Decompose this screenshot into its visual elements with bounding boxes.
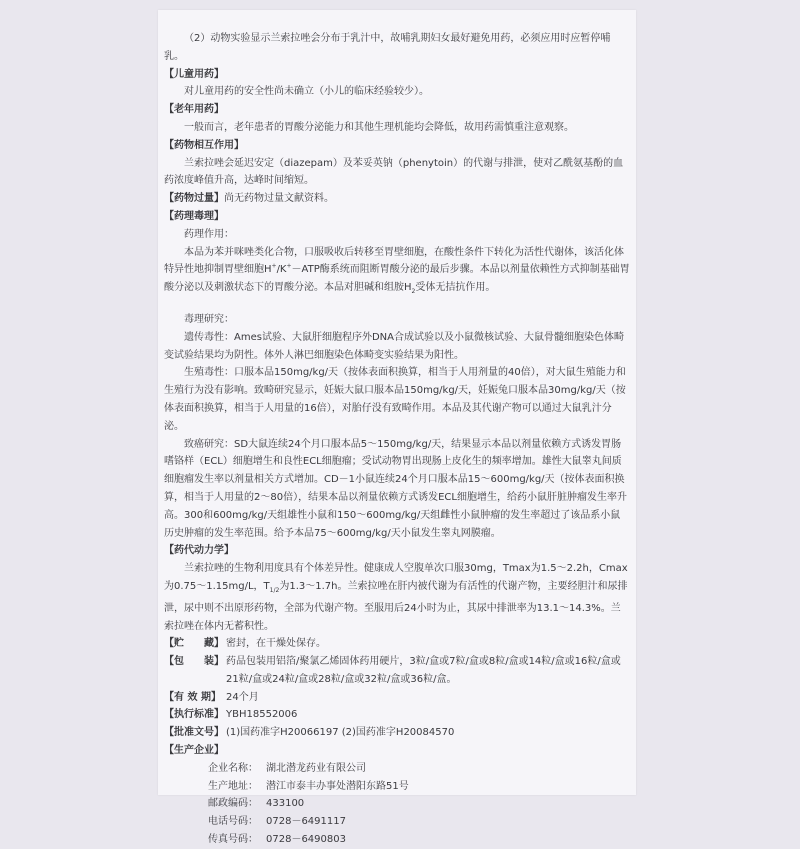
pharmacology-text	[164, 244, 630, 301]
approval-text: (1)国药准字H20066197 (2)国药准字H20084570	[226, 727, 455, 739]
packaging-row	[164, 653, 630, 689]
elderly-heading: 【老年用药】	[164, 104, 224, 116]
pharmacology-text-b: －ATP酶系统而阻断胃酸分泌的最后步骤。本品以剂量依赖性方式抑制基础胃酸分泌以及刺激状态下的胃酸分泌。本品对胆碱和组胺H	[164, 264, 630, 294]
manufacturer-value: 0728－6490803	[266, 834, 346, 846]
manufacturer-value: 潜江市泰丰办事处潜阳东路51号	[266, 780, 409, 792]
pk-heading: 【药代动力学】	[164, 545, 234, 557]
manufacturer-heading: 【生产企业】	[164, 745, 224, 757]
carcinogenicity-text: 致癌研究：SD大鼠连续24个月口服本品5～150mg/kg/天，结果显示本品以剂量依赖方式诱发胃肠嗜铬样（ECL）细胞增生和良性ECL细胞瘤；受试动物胃出现肠上皮化生的频率增加。雄性大鼠睾丸间质细胞瘤发生率以剂量相关方式增加。CD－1小鼠连续24个月口服本品15～600mg/kg/天（按体表面积换算，相当于人用量的2～80倍），结果本品以剂量依赖方式诱发ECL细胞增生，给药小鼠肝脏肿瘤发生率升高。300和600mg/kg/天组雄性小鼠和150～600mg/kg/天组雌性小鼠肿瘤的发生率超过了该品系小鼠历史肿瘤的发生率范围。给予本品75～600mg/kg/天小鼠发生睾丸网膜瘤。	[164, 438, 627, 539]
manufacturer-key: 生产地址：	[208, 780, 258, 792]
spacer	[164, 301, 630, 311]
manufacturer-key: 电话号码：	[208, 816, 258, 828]
toxicology-heading: 【药理毒理】	[164, 210, 224, 222]
manufacturer-value: 433100	[266, 798, 305, 810]
validity-text: 24个月	[226, 691, 259, 703]
manufacturer-row	[164, 778, 630, 796]
manufacturer-value: 0728－6491117	[266, 816, 346, 828]
lactation-note: （2）动物实验显示兰索拉唑会分布于乳汁中，故哺乳期妇女最好避免用药，必须应用时应暂停哺乳。	[164, 33, 611, 62]
manufacturer-key: 邮政编码：	[208, 798, 258, 810]
manufacturer-key: 企业名称：	[208, 762, 258, 774]
standard-text: YBH18552006	[226, 709, 298, 721]
pharmacology-sup-2: +	[286, 263, 292, 271]
overdose-text: 尚无药物过量文献资料。	[224, 193, 334, 205]
genetic-toxicity-text: 遗传毒性：Ames试验、大鼠肝细胞程序外DNA合成试验以及小鼠微核试验、大鼠骨髓细胞染色体畸变试验结果均为阴性。体外人淋巴细胞染色体畸变实验结果为阳性。	[164, 331, 624, 361]
manufacturer-value: 湖北潜龙药业有限公司	[266, 762, 366, 774]
interaction-text: 兰索拉唑会延迟安定（diazepam）及苯妥英钠（phenytoin）的代谢与排泄，使对乙酰氨基酚的血药浓度峰值升高，达峰时间缩短。	[164, 157, 624, 187]
pharmacology-title: 药理作用：	[184, 228, 234, 240]
manufacturer-row	[164, 813, 630, 831]
approval-heading: 【批准文号】	[164, 727, 224, 739]
packaging-text: 药品包装用铝箔/聚氯乙烯固体药用硬片，3粒/盒或7粒/盒或8粒/盒或14粒/盒或16粒/盒或21粒/盒或24粒/盒或28粒/盒或32粒/盒或36粒/盒。	[226, 656, 621, 685]
manufacturer-row	[164, 795, 630, 813]
interaction-heading: 【药物相互作用】	[164, 139, 244, 151]
packaging-heading: 【包 装】	[164, 656, 224, 668]
pharmacology-text-a: 本品为苯并咪唑类化合物，口服吸收后转移至胃壁细胞，在酸性条件下转化为活性代谢体，该活化体特异性地抑制胃壁细胞H	[164, 246, 624, 276]
manufacturer-key: 传真号码：	[208, 834, 258, 846]
pharmacology-sup-1: +	[271, 263, 277, 271]
pharmacology-text-mid: /K	[276, 264, 287, 276]
manufacturer-row	[164, 831, 630, 849]
elderly-text: 一般而言，老年患者的胃酸分泌能力和其他生理机能均会降低，故用药需慎重注意观察。	[184, 121, 574, 133]
children-text: 对儿童用药的安全性尚未确立（小儿的临床经验较少）。	[184, 86, 429, 98]
overdose-heading: 【药物过量】	[164, 193, 224, 205]
storage-row	[164, 635, 630, 653]
pharmacology-text-c: 受体无拮抗作用。	[415, 282, 496, 294]
standard-row	[164, 706, 630, 724]
manufacturer-row	[164, 760, 630, 778]
leaflet-content	[164, 30, 630, 849]
storage-heading: 【贮 藏】	[164, 638, 224, 650]
pk-text	[164, 560, 630, 635]
pk-sub: 1/2	[269, 586, 280, 594]
standard-heading: 【执行标准】	[164, 709, 224, 721]
pharmacology-sub: 2	[411, 288, 416, 296]
storage-text: 密封，在干燥处保存。	[226, 638, 326, 650]
toxicity-title: 毒理研究：	[184, 313, 234, 325]
overdose-row	[164, 190, 630, 208]
validity-row	[164, 689, 630, 707]
validity-heading: 【有 效 期】	[164, 691, 221, 703]
children-heading: 【儿童用药】	[164, 68, 224, 80]
reproductive-toxicity-text: 生殖毒性：口服本品150mg/kg/天（按体表面积换算，相当于人用剂量的40倍），对大鼠生殖能力和生殖行为没有影响。致畸研究显示，妊娠大鼠口服本品150mg/kg/天，妊娠兔口服本品30mg/kg/天（按体表面积换算，相当于人用量的16倍），对胎仔没有致畸作用。本品及其代谢产物可以通过大鼠乳汁分泌。	[164, 367, 626, 432]
leaflet-page	[158, 10, 636, 846]
pk-text-a: 兰索拉唑的生物利用度具有个体差异性。健康成人空腹单次口服30mg，Tmax为1.5～2.2h，Cmax为0.75～1.15mg/L，T	[164, 563, 628, 592]
approval-row	[164, 724, 630, 742]
pk-text-b: 为1.3～1.7h。兰索拉唑在肝内被代谢为有活性的代谢产物，主要经胆汁和尿排泄，尿中则不出原形药物，全部为代谢产物。至服用后24小时为止，其尿中排泄率为13.1～14.3%。兰索拉唑在体内无蓄积性。	[164, 580, 628, 632]
